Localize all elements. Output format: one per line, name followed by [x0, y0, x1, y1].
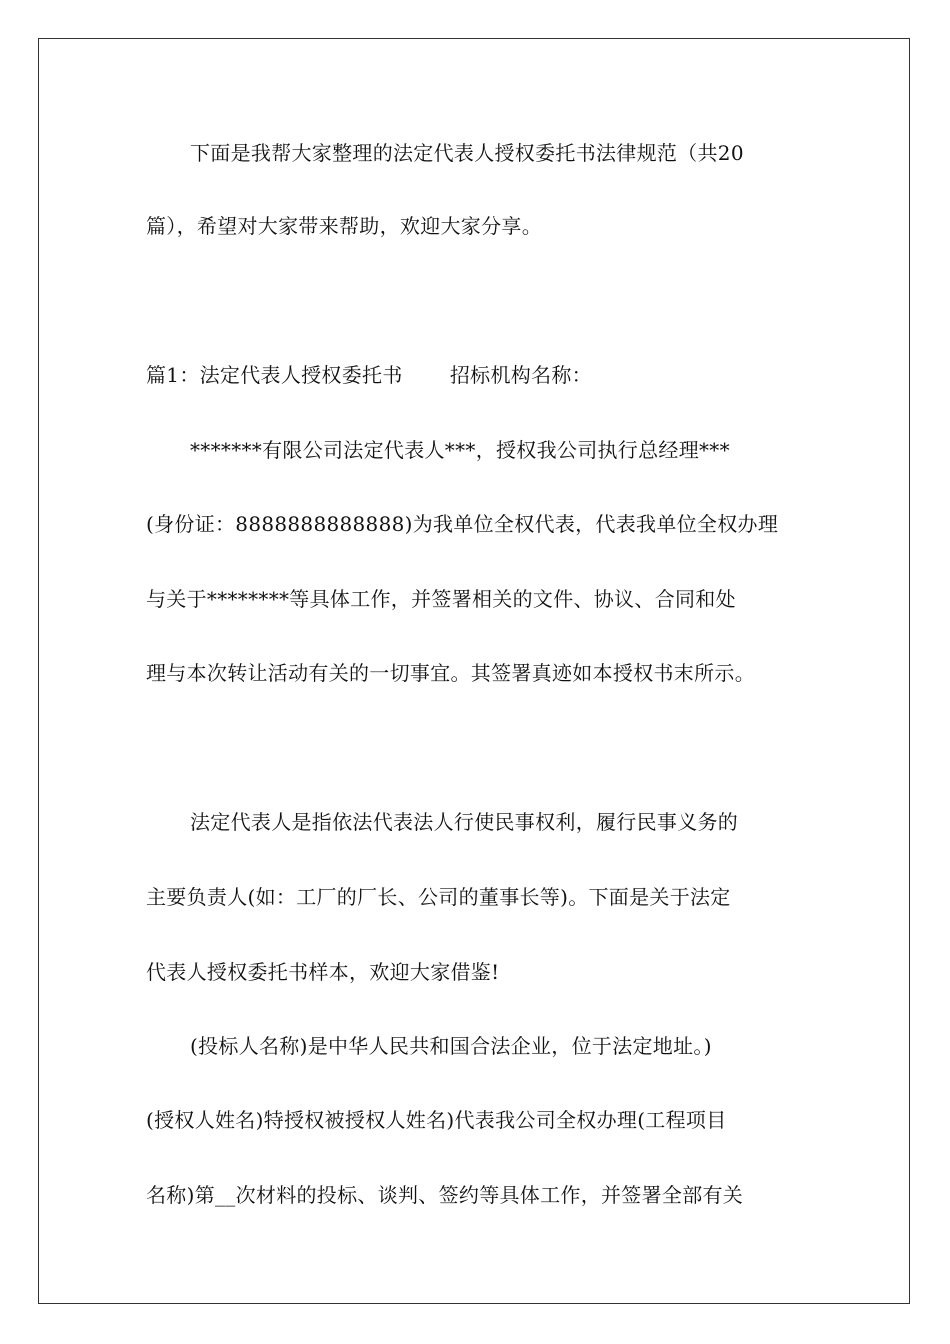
paragraph-1-line-2: (身份证：8888888888888)为我单位全权代表，代表我单位全权办理 — [146, 512, 779, 536]
paragraph-1-line-4: 理与本次转让活动有关的一切事宜。其签署真迹如本授权书末所示。 — [146, 661, 755, 685]
paragraph-2-line-3: 代表人授权委托书样本，欢迎大家借鉴! — [146, 960, 500, 984]
section-heading-1: 篇1：法定代表人授权委托书 招标机构名称： — [146, 363, 592, 387]
paragraph-2-line-1: 法定代表人是指依法代表法人行使民事权利，履行民事义务的 — [190, 810, 739, 834]
paragraph-1-line-3: 与关于********等具体工作，并签署相关的文件、协议、合同和处 — [146, 587, 736, 611]
paragraph-3-line-3: 名称)第__次材料的投标、谈判、签约等具体工作，并签署全部有关 — [146, 1183, 744, 1207]
paragraph-3-line-2: (授权人姓名)特授权被授权人姓名)代表我公司全权办理(工程项目 — [146, 1108, 727, 1132]
intro-line-2: 篇），希望对大家带来帮助，欢迎大家分享。 — [146, 214, 542, 238]
paragraph-3-line-1: (投标人名称)是中华人民共和国合法企业，位于法定地址。) — [190, 1034, 712, 1058]
paragraph-2-line-2: 主要负责人(如：工厂的厂长、公司的董事长等)。下面是关于法定 — [146, 885, 731, 909]
paragraph-1-line-1: *******有限公司法定代表人***，授权我公司执行总经理*** — [190, 438, 730, 462]
intro-line-1: 下面是我帮大家整理的法定代表人授权委托书法律规范（共20 — [190, 141, 744, 165]
